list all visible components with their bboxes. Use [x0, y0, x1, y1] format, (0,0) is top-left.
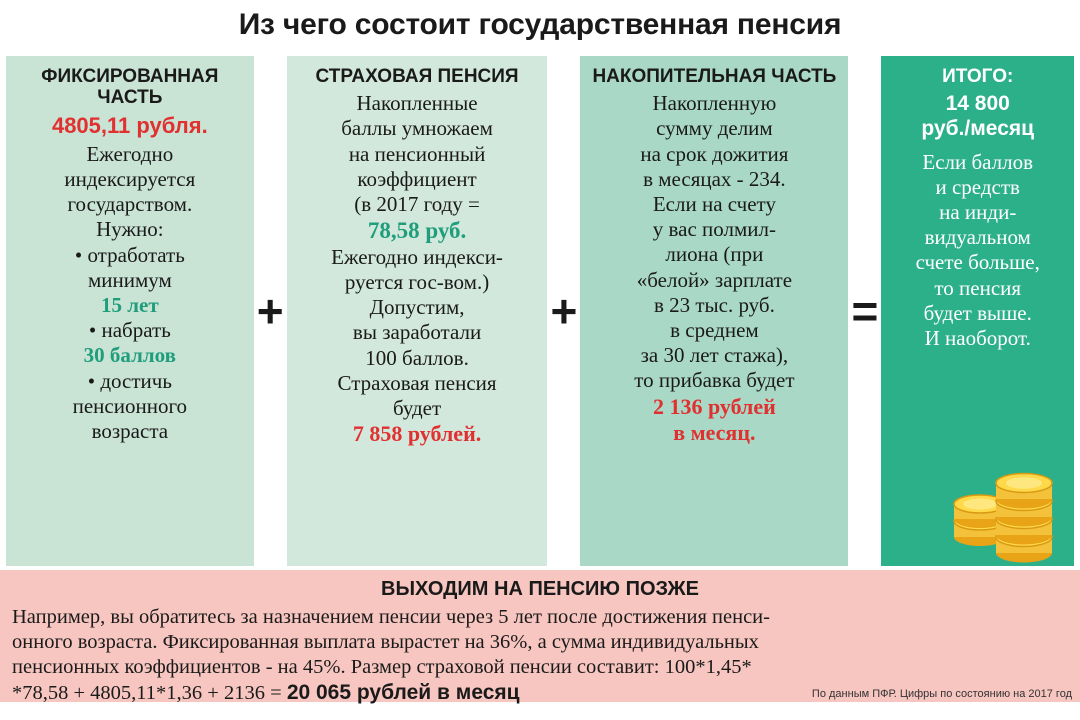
text-line: 100 баллов. — [365, 345, 469, 370]
text-line: будет — [392, 395, 442, 420]
text-line: на пенсионный — [348, 141, 486, 166]
text-line: видуальном — [924, 225, 1031, 250]
column-accumulative-body — [588, 91, 840, 446]
footer-formula-prefix: *78,58 + 4805,11*1,36 + 2136 = — [12, 682, 287, 704]
text-line: и средств — [935, 174, 1020, 199]
text-line: возраста — [91, 418, 169, 443]
text-line: индексируется — [64, 167, 196, 192]
operator-plus-1: + — [254, 56, 287, 566]
footer-line: пенсионных коэффициентов - на 45%. Размер страховой пенсии составит: 100*1,45* — [12, 656, 752, 678]
footer-line: онного возраста. Фиксированная выплата вырастет на 36%, а сумма индивидуальных — [12, 631, 759, 653]
column-total — [881, 56, 1074, 566]
text-line: Накопленную — [652, 91, 777, 116]
text-line: сумму делим — [656, 116, 773, 141]
text-line: в среднем — [670, 317, 759, 342]
text-line: счете больше, — [915, 250, 1040, 275]
text-line: Если баллов — [922, 149, 1034, 174]
text-line-amount: 7 858 рублей. — [352, 421, 482, 447]
text-line-amount: 2 136 рублей — [652, 393, 776, 419]
columns-container — [6, 56, 1074, 566]
column-accumulative-part — [580, 56, 848, 566]
source-note: По данным ПФР. Цифры по состоянию на 2017 год — [811, 688, 1072, 700]
column-insurance-body — [295, 91, 540, 447]
text-line: государством. — [67, 192, 193, 217]
text-line: у вас полмил- — [652, 217, 777, 242]
column-fixed-amount: 4805,11 рубля. — [51, 112, 208, 138]
text-line: минимум — [87, 267, 172, 292]
column-fixed-heading: ФИКСИРОВАННАЯ ЧАСТЬ — [41, 66, 219, 109]
text-line: • достичь — [87, 368, 172, 393]
text-line-amount: в месяц. — [673, 419, 756, 445]
text-line: Накопленные — [356, 91, 478, 116]
text-line: в 23 тыс. руб. — [653, 292, 775, 317]
text-line: руется гос-вом.) — [344, 269, 490, 294]
text-line: баллы умножаем — [341, 116, 493, 141]
text-line-highlight: 30 баллов — [83, 343, 176, 368]
text-line: то пенсия — [934, 275, 1022, 300]
text-line-highlight: 15 лет — [101, 292, 159, 317]
text-line: Допустим, — [369, 295, 465, 320]
operator-equals: = — [848, 56, 881, 566]
text-line: Ежегодно индекси- — [331, 244, 503, 269]
text-line: за 30 лет стажа), — [640, 343, 789, 368]
footer-line: Например, вы обратитесь за назначением пенсии через 5 лет после достижения пенси- — [12, 606, 770, 628]
text-line: • отработать — [74, 242, 185, 267]
text-line: на срок дожития — [640, 141, 789, 166]
text-line: то прибавка будет — [634, 368, 795, 393]
text-line: Нужно: — [96, 217, 164, 242]
text-line: в месяцах - 234. — [643, 166, 786, 191]
text-line: Если на счету — [652, 192, 776, 217]
column-total-amount-value: 14 800 — [945, 92, 1010, 116]
text-line: пенсионного — [72, 393, 188, 418]
page-title: Из чего состоит государственная пенсия — [238, 8, 842, 41]
text-line: на инди- — [939, 200, 1017, 225]
text-line: • набрать — [88, 318, 171, 343]
text-line: коэффициент — [357, 166, 477, 191]
text-line: будет выше. — [923, 300, 1032, 325]
column-fixed-part — [6, 56, 254, 566]
column-accumulative-heading: НАКОПИТЕЛЬНАЯ ЧАСТЬ — [592, 66, 837, 87]
column-insurance-heading: СТРАХОВАЯ ПЕНСИЯ — [315, 66, 519, 87]
text-line: лиона (при — [665, 242, 764, 267]
column-insurance-pension — [287, 56, 548, 566]
footer-title: ВЫХОДИМ НА ПЕНСИЮ ПОЗЖЕ — [381, 578, 699, 600]
footer-panel — [0, 570, 1080, 702]
column-fixed-body — [14, 142, 246, 444]
text-line-highlight: 78,58 руб. — [367, 218, 467, 244]
column-total-amount-unit: руб./месяц — [921, 117, 1035, 141]
column-total-body — [889, 150, 1066, 352]
coins-stack-icon — [944, 441, 1064, 566]
text-line: Страховая пенсия — [337, 370, 497, 395]
text-line: «белой» зарплате — [636, 267, 793, 292]
text-line: (в 2017 году = — [354, 192, 480, 217]
operator-plus-2: + — [547, 56, 580, 566]
text-line: И наоборот. — [924, 325, 1031, 350]
text-line: Ежегодно — [86, 141, 174, 166]
column-total-heading: ИТОГО: — [942, 66, 1014, 87]
footer-result: 20 065 рублей в месяц — [286, 681, 520, 704]
text-line: вы заработали — [352, 320, 482, 345]
